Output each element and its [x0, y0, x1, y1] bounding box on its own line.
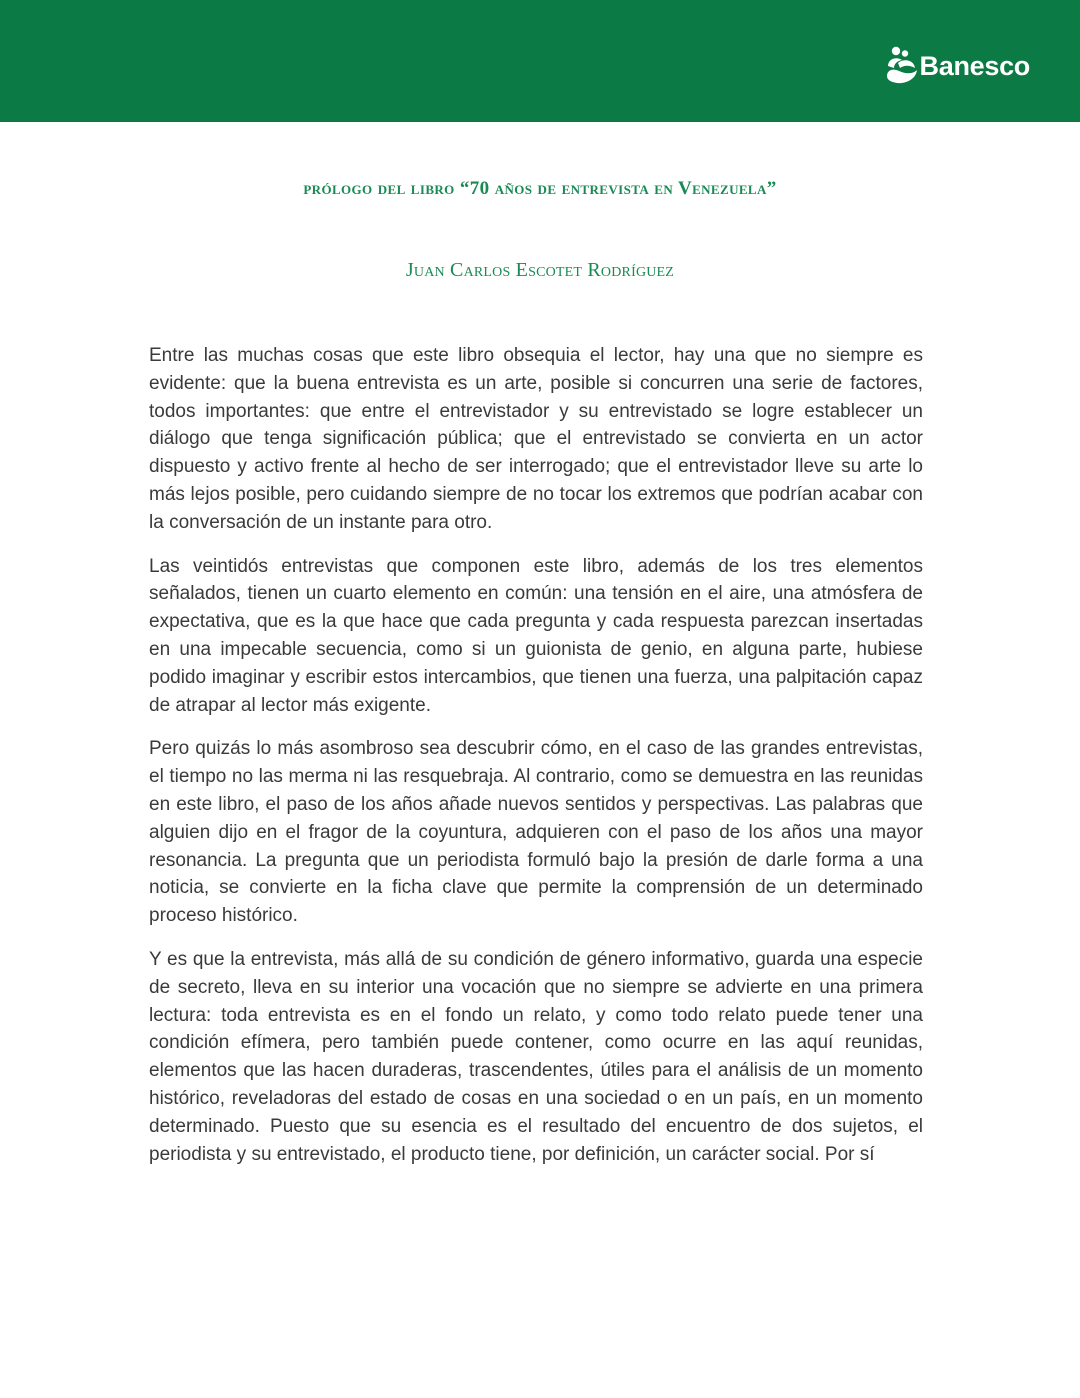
paragraph: Las veintidós entrevistas que componen este libro, además de los tres elementos señalados, tienen un cuarto elemento en común: una tensión en el aire, una atmósfera de expectativa, que es la que hace que cada pregunta y cada respuesta parezcan insertadas en una impecable secuencia, como si un guionista de genio, en alguna parte, hubiese podido imaginar y escribir estos intercambios, que tienen una fuerza, una palpitación capaz de atrapar al lector más exigente. — [149, 555, 923, 716]
paragraph: Entre las muchas cosas que este libro obsequia el lector, hay una que no siempre es evidente: que la buena entrevista es un arte, posible si concurren una serie de factores, todos importantes: que entre el entrevistador y su entrevistado se logre establecer un diálogo que tenga significación pública; que el entrevistado se convierta en un actor dispuesto y activo frente al hecho de ser interrogado; que el entrevistador lleve su arte lo más lejos posible, pero cuidando siempre de no tocar los extremos que podrían acabar con la conversación de un instante para otro. — [149, 345, 923, 533]
paragraph: Pero quizás lo más asombroso sea descubrir cómo, en el caso de las grandes entrevistas, el tiempo no las merma ni las resquebraja. Al contrario, como se demuestra en las reunidas en este libro, el paso de los años añade nuevos sentidos y perspectivas. Las palabras que alguien dijo en el fragor de la coyuntura, adquieren con el paso de los años una mayor resonancia. La pregunta que un periodista formuló bajo la presión de darle forma a una noticia, se convierte en la ficha clave que permite la comprensión de un determinado proceso histórico. — [149, 738, 923, 927]
brand-name: Banesco — [919, 50, 1030, 81]
document-author: Juan Carlos Escotet Rodríguez — [405, 259, 675, 281]
document-title: prólogo del libro “70 años de entrevista en Venezuela” — [303, 178, 777, 199]
banesco-people-icon — [884, 46, 918, 86]
header-band — [0, 0, 1080, 122]
paragraph: Y es que la entrevista, más allá de su condición de género informativo, guarda una especie de secreto, lleva en su interior una vocación que no siempre se advierte en una primera lectura: toda entrevista es en el fondo un relato, y como todo relato puede tener una condición efímera, pero también puede contener, como ocurre en las aquí reunidas, elementos que las hacen duraderas, trascendentes, útiles para el análisis de un momento histórico, reveladoras del estado de cosas en una sociedad o en un país, en un momento determinado. Puesto que su esencia es el resultado del encuentro de dos sujetos, el periodista y su entrevistado, el producto tiene, por definición, un carácter social. Por sí — [149, 948, 923, 1165]
document-body — [149, 342, 923, 1184]
banesco-logo — [884, 46, 1030, 86]
